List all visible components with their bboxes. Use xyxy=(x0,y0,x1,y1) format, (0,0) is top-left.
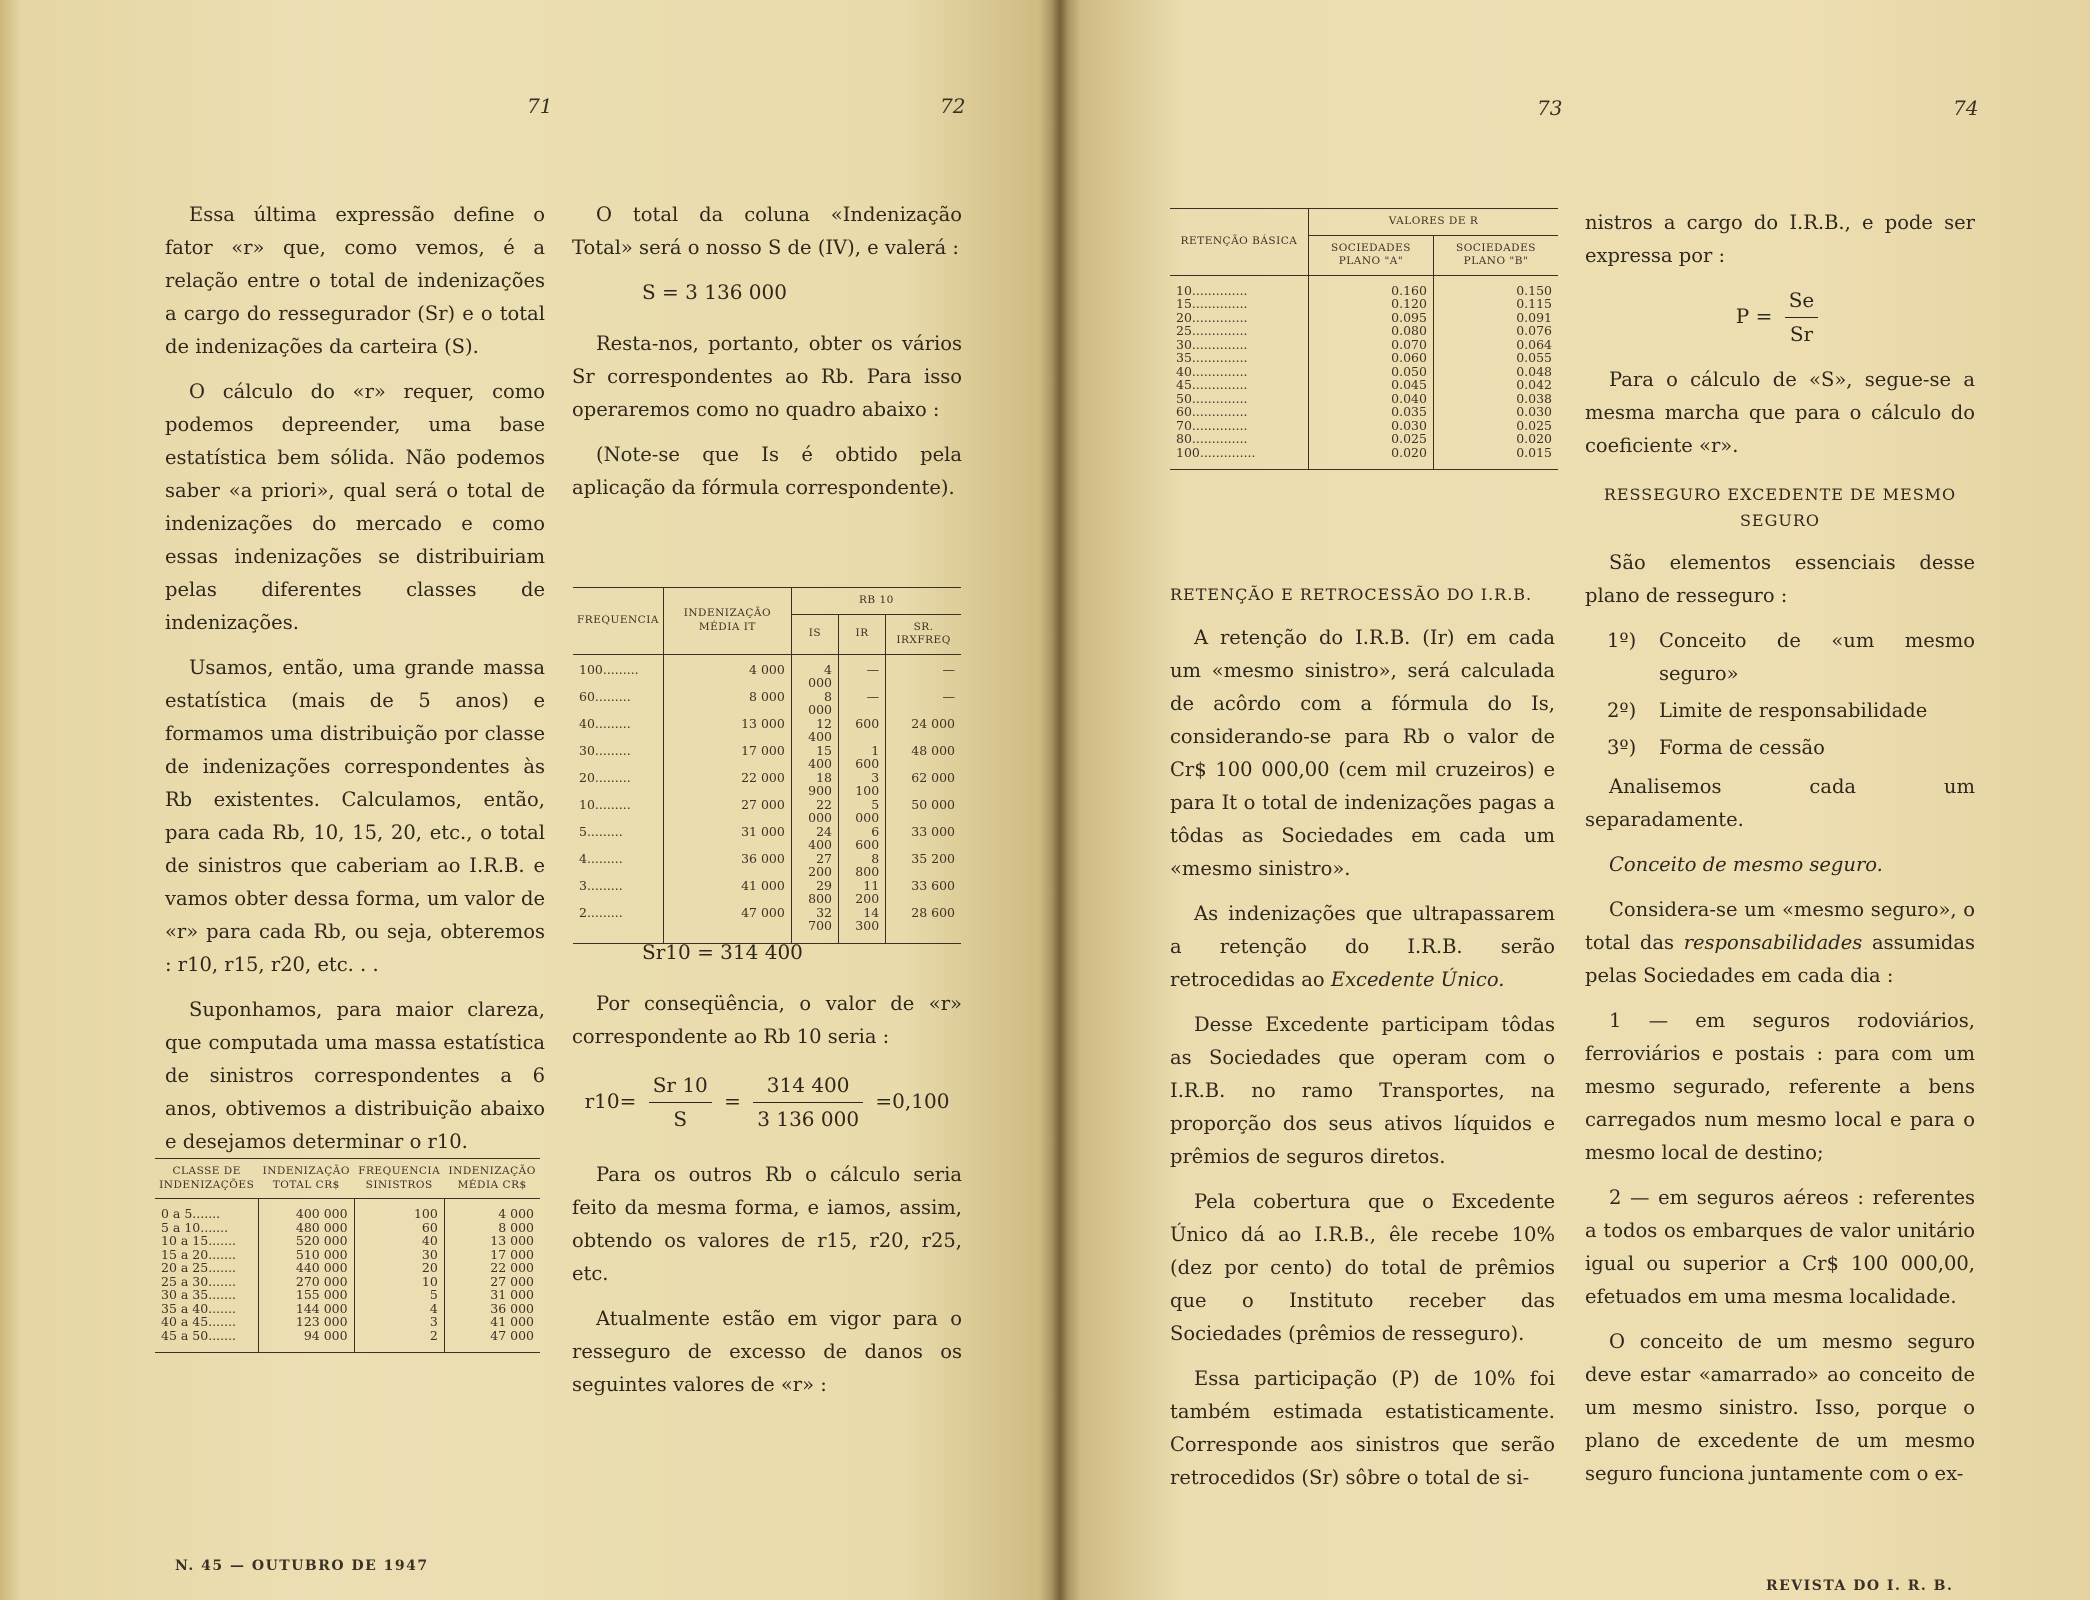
table-row xyxy=(573,690,961,717)
table-row xyxy=(1170,324,1558,338)
table-cell: 25.............. xyxy=(1176,323,1248,338)
p74-para5-a: Considera-se um «mesmo seguro», o total das xyxy=(1585,898,1975,954)
p72-f3-den1: S xyxy=(673,1107,688,1131)
table-cell: 94 000 xyxy=(258,1329,354,1353)
table-cell: 20 xyxy=(354,1261,444,1275)
p72-rb10-table xyxy=(573,587,961,944)
table-row xyxy=(155,1261,540,1275)
table-row xyxy=(1170,446,1558,470)
table-cell: 12 400 xyxy=(791,717,838,744)
p74-para8: O conceito de um mesmo seguro deve estar «amarrado» ao conceito de um mesmo sinistro. Isso, porque o plano de excedente de um mesmo seguro funciona juntamente com o ex- xyxy=(1585,1330,1975,1485)
table-cell: 0.015 xyxy=(1433,446,1558,470)
table-cell: 31 000 xyxy=(444,1288,540,1302)
p74-f-frac xyxy=(1785,284,1819,351)
table-cell: 6 600 xyxy=(839,825,886,852)
table-row xyxy=(1170,419,1558,433)
table-row xyxy=(573,879,961,906)
table-cell: 0.095 xyxy=(1309,311,1434,325)
table-cell: 4......... xyxy=(579,850,623,866)
p74-para2: Para o cálculo de «S», segue-se a mesma marcha que para o cálculo do coeficiente «r». xyxy=(1585,368,1975,457)
table-cell: 520 000 xyxy=(258,1234,354,1248)
list-item-number: 1º) xyxy=(1607,629,1637,652)
table-row xyxy=(155,1329,540,1353)
table-cell: 20......... xyxy=(579,769,631,785)
table-row xyxy=(1170,365,1558,379)
table-cell: 8 000 xyxy=(791,690,838,717)
table-cell: — xyxy=(839,690,886,717)
list-item xyxy=(1585,731,1975,764)
table-cell: 24 400 xyxy=(791,825,838,852)
p72-para5: Para os outros Rb o cálculo seria feito da mesma forma, e iamos, assim, obtendo os valores de r15, r20, r25, etc. xyxy=(572,1163,962,1285)
table-cell: 270 000 xyxy=(258,1275,354,1289)
table-row xyxy=(155,1248,540,1262)
list-item-text: Forma de cessão xyxy=(1659,736,1825,759)
table-row xyxy=(573,717,961,744)
p72-table-body xyxy=(573,654,961,943)
table-cell: 48 000 xyxy=(886,744,961,771)
table-cell: 1 600 xyxy=(839,744,886,771)
p74-f-num: Se xyxy=(1785,284,1819,318)
table-cell: 47 000 xyxy=(663,906,791,944)
table-cell: 100.............. xyxy=(1176,444,1256,460)
table-cell: 18 900 xyxy=(791,771,838,798)
table-cell: 35 200 xyxy=(886,852,961,879)
table-cell: 40......... xyxy=(579,715,631,731)
table-cell: 510 000 xyxy=(258,1248,354,1262)
table-cell: 20 a 25....... xyxy=(161,1260,237,1275)
p73-para1: A retenção do I.R.B. (Ir) em cada um «mesmo sinistro», será calculada de acôrdo com a fórmula do Is, considerando-se para Rb o valor de Cr$ 100 000,00 (cem mil cruzeiros) e para It o total de indenizações pagas a tôdas as Sociedades em cada um «mesmo sinistro». xyxy=(1170,626,1555,880)
p71-para1: Essa última expressão define o fator «r» que, como vemos, é a relação entre o total de indenizações a cargo do ressegurador (Sr) e o total de indenizações da carteira (S). xyxy=(165,203,545,358)
table-cell: 30 xyxy=(354,1248,444,1262)
table-row xyxy=(1170,432,1558,446)
p72-f3-num1: Sr 10 xyxy=(649,1069,712,1103)
table-cell: 13 000 xyxy=(444,1234,540,1248)
table-cell: 8 800 xyxy=(839,852,886,879)
p72-para3: (Note-se que Is é obtido pela aplicação da fórmula correspondente). xyxy=(572,443,962,499)
table-row xyxy=(573,798,961,825)
p72-th-freq: FREQUENCIA xyxy=(573,588,663,655)
table-cell: 47 000 xyxy=(444,1329,540,1353)
table-cell: 40 xyxy=(354,1234,444,1248)
p72-f3-lhs: r10= xyxy=(584,1089,637,1113)
p74-f-lhs: P = xyxy=(1735,304,1773,328)
table-cell: 4 000 xyxy=(444,1199,540,1221)
table-cell: 400 000 xyxy=(258,1199,354,1221)
table-row xyxy=(1170,297,1558,311)
p71-para3: Usamos, então, uma grande massa estatística (mais de 5 anos) e formamos uma distribuição por classe de indenizações correspondentes às Rb existentes. Calculamos, então, para cada Rb, 10, 15, 20, etc., o total de sinistros que caberiam ao I.R.B. e vamos obter dessa forma, um valor de «r» para cada Rb, ou seja, obteremos : r10, r15, r20, etc. . . xyxy=(165,656,545,976)
p72-th-rb: RB 10 xyxy=(791,588,961,615)
table-cell: 0.040 xyxy=(1309,392,1434,406)
table-cell: 5 000 xyxy=(839,798,886,825)
table-cell: 30.............. xyxy=(1176,336,1248,352)
table-cell: 2......... xyxy=(579,904,623,920)
table-cell: 0.020 xyxy=(1309,446,1434,470)
table-cell: 144 000 xyxy=(258,1302,354,1316)
table-cell: 0.070 xyxy=(1309,338,1434,352)
p74-footer: REVISTA DO I. R. B. xyxy=(1766,1578,1954,1594)
table-cell: 0.020 xyxy=(1433,432,1558,446)
table-cell: 2 xyxy=(354,1329,444,1353)
table-cell: 11 200 xyxy=(839,879,886,906)
p74-para1: nistros a cargo do I.R.B., e pode ser expressa por : xyxy=(1585,211,1975,267)
table-cell: 13 000 xyxy=(663,717,791,744)
table-cell: 0.055 xyxy=(1433,351,1558,365)
table-cell: 29 800 xyxy=(791,879,838,906)
p74-para5-emph: responsabilidades xyxy=(1683,931,1863,954)
list-item xyxy=(1585,694,1975,727)
table-cell: 0.064 xyxy=(1433,338,1558,352)
table-cell: 40.............. xyxy=(1176,363,1248,379)
table-row xyxy=(155,1302,540,1316)
table-cell: 0.048 xyxy=(1433,365,1558,379)
table-cell: 0.160 xyxy=(1309,275,1434,297)
table-cell: 0.030 xyxy=(1433,405,1558,419)
p74-para5-c: assumidas pelas Sociedades em cada dia : xyxy=(1585,931,1975,987)
page-71-column xyxy=(165,198,545,1170)
page-number-72: 72 xyxy=(940,94,966,118)
table-cell: 50 000 xyxy=(886,798,961,825)
table-cell: 3......... xyxy=(579,877,623,893)
p71-para4: Suponhamos, para maior clareza, que computada uma massa estatística de sinistros correspondentes a 6 anos, obtivemos a distribuição abaixo e desejamos determinar o r10. xyxy=(165,998,545,1153)
table-row xyxy=(1170,275,1558,297)
table-cell: 0.080 xyxy=(1309,324,1434,338)
table-row xyxy=(1170,351,1558,365)
table-cell: 30 a 35....... xyxy=(161,1287,237,1302)
p72-formula-r10 xyxy=(572,1069,962,1136)
table-cell: 3 xyxy=(354,1315,444,1329)
p74-formula-P xyxy=(1585,284,1975,351)
table-row xyxy=(1170,338,1558,352)
p72-f3-eq: = xyxy=(724,1089,741,1113)
p71-footer: N. 45 — OUTUBRO DE 1947 xyxy=(175,1558,429,1574)
p72-f3-num2: 314 400 xyxy=(753,1069,863,1103)
page-72-column-bottom xyxy=(572,930,962,1413)
page-73-column xyxy=(1170,578,1555,1506)
table-cell: 10.............. xyxy=(1176,282,1248,298)
table-row xyxy=(155,1234,540,1248)
p73-para2 xyxy=(1170,897,1555,996)
table-cell: — xyxy=(839,654,886,690)
table-cell: 0 a 5....... xyxy=(161,1206,221,1221)
table-cell: 0.035 xyxy=(1309,405,1434,419)
table-cell: 4 000 xyxy=(791,654,838,690)
table-cell: — xyxy=(886,654,961,690)
p73-para2-text: As indenizações que ultrapassarem a retenção do I.R.B. serão retrocedidas ao xyxy=(1170,902,1555,991)
table-cell: 4 xyxy=(354,1302,444,1316)
table-cell: 30......... xyxy=(579,742,631,758)
table-cell: 0.076 xyxy=(1433,324,1558,338)
table-cell: 70.............. xyxy=(1176,417,1248,433)
table-cell: 41 000 xyxy=(663,879,791,906)
p72-para6: Atualmente estão em vigor para o resseguro de excesso de danos os seguintes valores de «r» : xyxy=(572,1307,962,1396)
table-cell: 22 000 xyxy=(791,798,838,825)
table-row xyxy=(155,1315,540,1329)
p71-table-body xyxy=(155,1199,540,1353)
table-cell: 0.045 xyxy=(1309,378,1434,392)
table-cell: 15.............. xyxy=(1176,296,1248,311)
table-cell: 0.030 xyxy=(1309,419,1434,433)
p72-th-sr: SR. IRXFREQ xyxy=(886,614,961,654)
list-item xyxy=(1585,624,1975,690)
table-cell: 22 000 xyxy=(663,771,791,798)
table-cell: 0.038 xyxy=(1433,392,1558,406)
p73-th-b: SOCIEDADES PLANO "B" xyxy=(1433,235,1558,275)
table-cell: 15 a 20....... xyxy=(161,1246,237,1262)
page-number-71: 71 xyxy=(527,94,553,118)
table-cell: 60......... xyxy=(579,688,631,704)
table-cell: 17 000 xyxy=(444,1248,540,1262)
table-cell: 80.............. xyxy=(1176,431,1248,446)
table-cell: 27 000 xyxy=(444,1275,540,1289)
p72-th-is: IS xyxy=(791,614,838,654)
p71-th-media: INDENIZAÇÃO MÉDIA CR$ xyxy=(448,1165,536,1191)
table-cell: 60 xyxy=(354,1221,444,1235)
table-cell: 5......... xyxy=(579,823,623,839)
p74-para5 xyxy=(1585,893,1975,992)
table-row xyxy=(1170,378,1558,392)
table-cell: 50.............. xyxy=(1176,390,1248,406)
p74-para7: 2 — em seguros aéreos : referentes a todos os embarques de valor unitário igual ou superior a Cr$ 100 000,00, efetuados em uma mesma localidade. xyxy=(1585,1186,1975,1308)
p71-th-freq: FREQUENCIA SINISTROS xyxy=(358,1165,441,1191)
table-row xyxy=(1170,311,1558,325)
p73-table-body xyxy=(1170,275,1558,470)
p73-para4: Pela cobertura que o Excedente Único dá ao I.R.B., êle recebe 10% (dez por cento) do total de prêmios que o Instituto receber das Sociedades (prêmios de resseguro). xyxy=(1170,1190,1555,1345)
p72-f3-frac2 xyxy=(753,1069,863,1136)
table-cell: 10 a 15....... xyxy=(161,1233,237,1248)
p72-formula-Sr10: Sr10 = 314 400 xyxy=(642,940,803,964)
table-cell: 36 000 xyxy=(444,1302,540,1316)
table-cell: 480 000 xyxy=(258,1221,354,1235)
table-cell: 28 600 xyxy=(886,906,961,944)
table-cell: 22 000 xyxy=(444,1261,540,1275)
table-row xyxy=(573,825,961,852)
table-cell: 5 a 10....... xyxy=(161,1219,229,1235)
table-row xyxy=(155,1221,540,1235)
table-cell: 0.120 xyxy=(1309,297,1434,311)
table-cell: 20.............. xyxy=(1176,309,1248,325)
table-cell: 100 xyxy=(354,1199,444,1221)
table-cell: 0.115 xyxy=(1433,297,1558,311)
table-cell: 100......... xyxy=(579,661,639,677)
table-row xyxy=(1170,392,1558,406)
p72-th-ir: IR xyxy=(839,614,886,654)
table-cell: 45 a 50....... xyxy=(161,1327,237,1343)
p74-heading: RESSEGURO EXCEDENTE DE MESMO SEGURO xyxy=(1603,485,1957,530)
table-row xyxy=(155,1275,540,1289)
p72-formula-S: S = 3 136 000 xyxy=(642,280,787,304)
p73-th-valores: VALORES DE R xyxy=(1309,209,1559,236)
p74-para6: 1 — em seguros rodoviários, ferroviários e postais : para com um mesmo segurado, referente a bens carregados num mesmo local e para o mesmo local de destino; xyxy=(1585,1009,1975,1164)
p73-para5: Essa participação (P) de 10% foi também estimada estatisticamente. Corresponde aos sinistros que serão retrocedidos (Sr) sôbre o total de si- xyxy=(1170,1367,1555,1489)
table-cell: 35.............. xyxy=(1176,350,1248,365)
table-cell: 0.050 xyxy=(1309,365,1434,379)
table-cell: 33 600 xyxy=(886,879,961,906)
table-cell: 600 xyxy=(839,717,886,744)
p72-f3-res: =0,100 xyxy=(875,1089,950,1113)
table-cell: 0.091 xyxy=(1433,311,1558,325)
table-cell: 27 200 xyxy=(791,852,838,879)
p71-th-classe: CLASSE DE INDENIZAÇÕES xyxy=(159,1165,255,1191)
p72-th-media: INDENIZAÇÃO MÉDIA IT xyxy=(663,588,791,655)
table-row xyxy=(573,771,961,798)
page-72-column-top xyxy=(572,198,962,516)
table-row xyxy=(573,852,961,879)
table-cell: 35 a 40....... xyxy=(161,1300,237,1316)
table-cell: 41 000 xyxy=(444,1315,540,1329)
table-cell: 32 700 xyxy=(791,906,838,944)
p72-f3-den2: 3 136 000 xyxy=(757,1107,860,1131)
table-cell: 4 000 xyxy=(663,654,791,690)
p72-para1: O total da coluna «Indenização Total» será o nosso S de (IV), e valerá : xyxy=(572,203,962,259)
page-number-73: 73 xyxy=(1537,96,1563,120)
p73-th-a: SOCIEDADES PLANO "A" xyxy=(1309,235,1434,275)
table-cell: 0.042 xyxy=(1433,378,1558,392)
p73-para3: Desse Excedente participam tôdas as Sociedades que operam com o I.R.B. no ramo Transportes, na proporção dos seus ativos líquidos e prêmios de seguros diretos. xyxy=(1170,1013,1555,1168)
table-cell: 40 a 45....... xyxy=(161,1314,237,1329)
table-cell: 8 000 xyxy=(663,690,791,717)
table-cell: 0.025 xyxy=(1309,432,1434,446)
list-item-text: Conceito de «um mesmo seguro» xyxy=(1659,629,1975,685)
table-cell: 0.025 xyxy=(1433,419,1558,433)
list-item-number: 2º) xyxy=(1607,699,1637,722)
list-item-number: 3º) xyxy=(1607,736,1637,759)
table-cell: 15 400 xyxy=(791,744,838,771)
table-cell: 25 a 30....... xyxy=(161,1273,237,1289)
table-cell: 8 000 xyxy=(444,1221,540,1235)
table-cell: 36 000 xyxy=(663,852,791,879)
table-cell: — xyxy=(886,690,961,717)
table-row xyxy=(1170,405,1558,419)
p73-r-values-table xyxy=(1170,208,1558,470)
table-cell: 27 000 xyxy=(663,798,791,825)
table-cell: 14 300 xyxy=(839,906,886,944)
table-cell: 3 100 xyxy=(839,771,886,798)
table-cell: 440 000 xyxy=(258,1261,354,1275)
page-number-74: 74 xyxy=(1953,96,1979,120)
table-cell: 33 000 xyxy=(886,825,961,852)
table-cell: 0.150 xyxy=(1433,275,1558,297)
p71-indemnity-table xyxy=(155,1158,540,1353)
table-cell: 155 000 xyxy=(258,1288,354,1302)
p73-heading: RETENÇÃO E RETROCESSÃO DO I.R.B. xyxy=(1170,585,1533,604)
table-cell: 10 xyxy=(354,1275,444,1289)
page-74-column xyxy=(1585,206,1975,1502)
binding-gutter xyxy=(1052,0,1068,1600)
table-row xyxy=(573,744,961,771)
p74-f-den: Sr xyxy=(1789,322,1814,346)
p74-subheading: Conceito de mesmo seguro. xyxy=(1609,853,1883,876)
p74-para4: Analisemos cada um separadamente. xyxy=(1585,775,1975,831)
p73-th-ret: RETENÇÃO BÁSICA xyxy=(1170,209,1309,276)
table-cell: 62 000 xyxy=(886,771,961,798)
table-cell: 10......... xyxy=(579,796,631,812)
p74-para3: São elementos essenciais desse plano de resseguro : xyxy=(1585,551,1975,607)
table-row xyxy=(155,1288,540,1302)
table-cell: 60.............. xyxy=(1176,404,1248,419)
p71-th-total: INDENIZAÇÃO TOTAL CR$ xyxy=(262,1165,350,1191)
table-cell: 123 000 xyxy=(258,1315,354,1329)
p71-para2: O cálculo do «r» requer, como podemos depreender, uma base estatística bem sólida. Não podemos saber «a priori», qual será o total de indenizações do mercado e como essas indenizações se distribuiriam pelas diferentes classes de indenizações. xyxy=(165,380,545,634)
table-cell: 0.060 xyxy=(1309,351,1434,365)
table-cell: 5 xyxy=(354,1288,444,1302)
table-cell: 24 000 xyxy=(886,717,961,744)
p72-para4: Por conseqüência, o valor de «r» correspondente ao Rb 10 seria : xyxy=(572,992,962,1048)
table-cell: 31 000 xyxy=(663,825,791,852)
p72-para2: Resta-nos, portanto, obter os vários Sr correspondentes ao Rb. Para isso operaremos como no quadro abaixo : xyxy=(572,332,962,421)
table-cell: 45.............. xyxy=(1176,377,1248,392)
table-cell: 17 000 xyxy=(663,744,791,771)
p73-para2-emph: Excedente Único. xyxy=(1330,968,1505,991)
p72-f3-frac1 xyxy=(649,1069,712,1136)
table-row xyxy=(573,654,961,690)
p74-list xyxy=(1585,624,1975,764)
list-item-text: Limite de responsabilidade xyxy=(1659,699,1928,722)
table-row xyxy=(155,1199,540,1221)
